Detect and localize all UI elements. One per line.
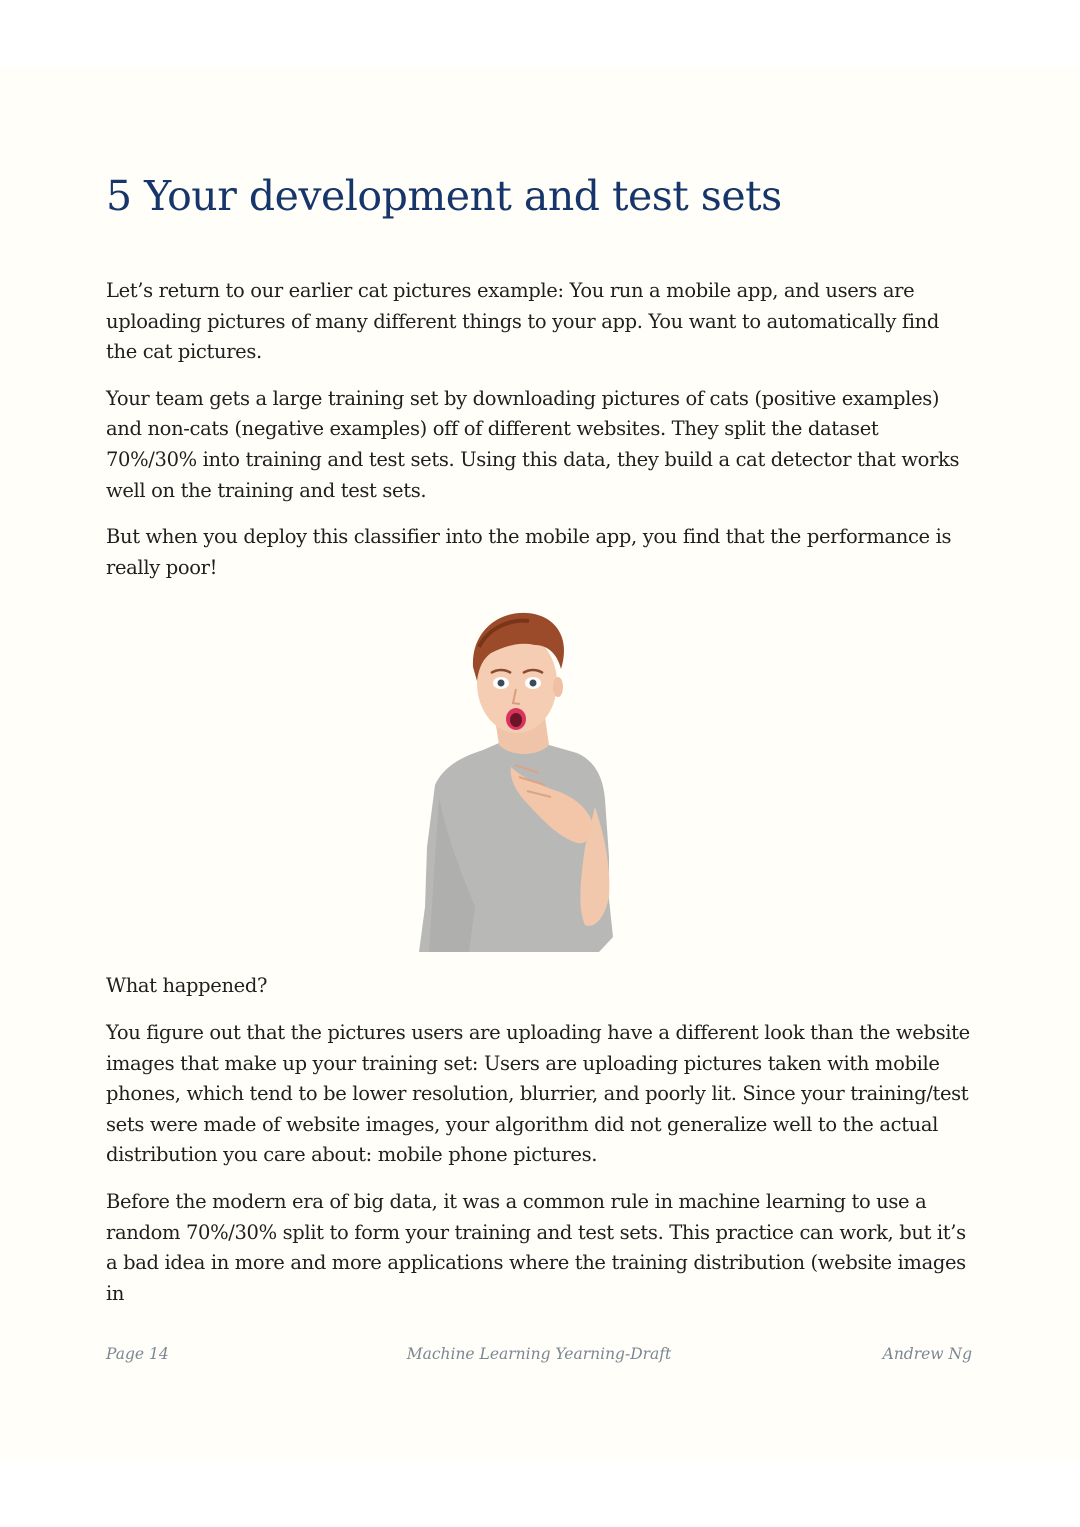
paragraph-big-data: Before the modern era of big data, it was a common rule in machine learning to use a random 70%/30% split to form your training and test sets. This practice can work, but it’s a bad idea in more and more applications where the training distribution (website images in [106,1189,966,1305]
footer-book-title: Machine Learning Yearning-Draft [406,1345,672,1363]
document-page [0,66,1080,1461]
page-content [106,170,972,1309]
figure-surprised-woman [106,607,972,957]
chapter-title: 5 Your development and test sets [106,172,782,220]
paragraph-training-set: Your team gets a large training set by downloading pictures of cats (positive examples) and non-cats (negative examples) off of different websites. They split the dataset 70%/30% into training and test sets. Using this data, they build a cat detector that works well on the training and test sets. [106,386,960,502]
footer-page-number: Page 14 [106,1345,169,1363]
page-footer [106,1345,972,1369]
paragraph-intro: Let’s return to our earlier cat pictures example: You run a mobile app, and users are uploading pictures of many different things to your app. You want to automatically find the cat pictures. [106,279,939,364]
footer-author: Andrew Ng [882,1345,972,1363]
surprised-woman-photo-icon [399,607,629,952]
paragraph-question: What happened? [106,974,268,998]
paragraph-explanation: You figure out that the pictures users are uploading have a different look than the website images that make up your training set: Users are uploading pictures taken with mobile phones, which tend to be lower resolution, blurrier, and poorly lit. Since your training/test sets were made of website images, your algorithm did not generalize well to the actual distribution you care about: mobile phone pictures. [106,1020,970,1167]
paragraph-deployment: But when you deploy this classifier into the mobile app, you find that the performance is really poor! [106,525,952,579]
